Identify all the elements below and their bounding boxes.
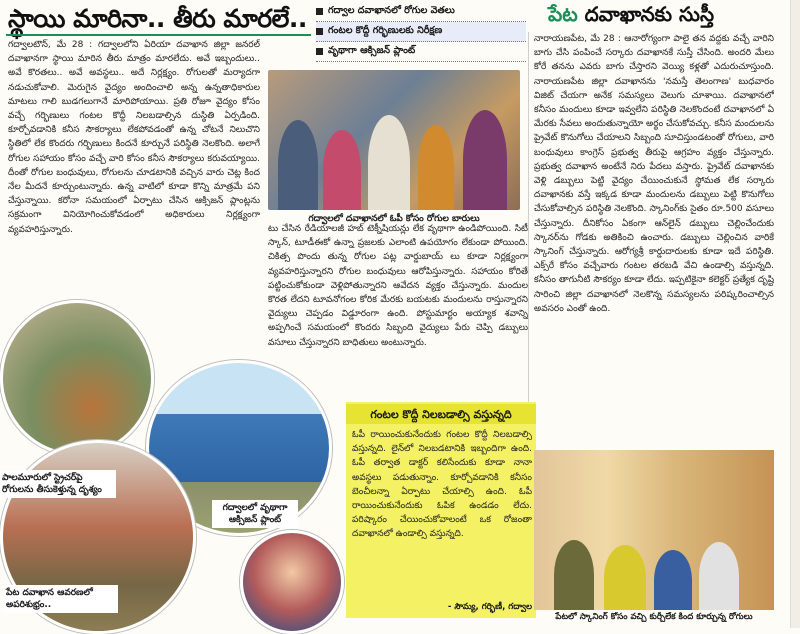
oxygen-photo-caption: గద్వాలలో వృథాగా ఆక్సిజన్ ప్లాంట్: [212, 500, 298, 528]
headline-highlight: పేట: [548, 2, 578, 26]
person-figure: [554, 540, 594, 610]
person-figure: [323, 130, 361, 210]
stretcher-photo-caption: పాలమూరులో స్ట్రెచర్‌పై రోగులను తీసుకెళ్తున్న దృశ్యం: [0, 470, 116, 498]
page-edge: [790, 0, 800, 628]
queue-photo: [268, 70, 520, 210]
right-article-body: నారాయణపేట, మే 28 : ఆనారోగ్యంగా పాలై తన వద్దకు వచ్చే వారిని బాగు చేసి పంపించే సర్కారు దవాఖానకే సుస్తీ చేసింది. అందరి మేలు కోరే తనను ఎవరు బాగు చేస్తారని వెయ్యి కళ్లతో ఎదురుచూస్తుంది. నారాయణపేట జిల్లా దవాఖానను 'నమస్తే తెలంగాణ' బుధవారం విజిట్ చేయగా అనేక సమస్యలు వెలుగు చూశాయి. దవాఖానలో కనీసం మందులు కూడా ఇవ్వలేని పరిస్థితి నెలకొందంటే దవాఖానలో ఏ మేరకు సేవలు అందుతున్నాయో అర్థం చేసుకోవచ్చు. కనీస మందులను ప్రైవేట్ కొనుగోలు చేయాలని సిబ్బంది సూచిస్తుండటంతో రోగులు, వారి బంధువులు కాంగ్రెస్ ప్రభుత్వ తీరుపై ఆగ్రహం వ్యక్తం చేస్తున్నారు. ప్రభుత్వ దవాఖాన అంటేనే నిరు పేదలు వస్తారు. ప్రైవేట్ దవాఖానకు వెళ్లి డబ్బులు పెట్టి వైద్యం చేయించుకునే స్థోమత లేక సర్కారు దవాఖానకు వస్తే ఇక్కడ కూడా మందులను డబ్బులు పెట్టి కొనుగోలు చేసుకోవాల్సిన పరిస్థితి నెలకొంది. స్కానింగ్‌కు సైతం రూ.500 వసూలు చేస్తున్నారు. దీనికోసం ఏకంగా ఆన్‌లైన్ డబ్బులు చెల్లించేందుకు స్కానర్‌ను గోడకు అతికించి ఉంచారు. డబ్బులు చెల్లించిన వారికే స్కానింగ్ చేస్తున్నారు. ఆరోగ్యశ్రీ కార్డుదారులకు కూడా ఇదే పరిస్థితి. ఎక్స్‌రే కోసం వచ్చేవారు గంటల తరబడి వేచి ఉండాల్సి వస్తున్నది. కనీసం తాగునీటి సౌకర్యం కూడా లేదు. ఇప్పటికైనా కలెక్టర్ ప్రత్యేక దృష్టి సారించి జిల్లా దవాఖానలో నెలకొన్న సమస్యలను పరిష్కరించాల్సిన అవసరం ఎంతో ఉంది.: [534, 34, 774, 314]
patient-portrait-photo: [240, 530, 344, 634]
person-figure: [604, 545, 646, 610]
waiting-patients-photo: [534, 450, 774, 610]
left-article-headline: స్థాయి మారినా.. తీరు మారలే..: [8, 4, 307, 33]
bullet-square-icon: [316, 28, 323, 35]
person-figure: [368, 115, 410, 210]
queue-photo-caption: గద్వాలలో దవాఖానలో ఓపీ కోసం రోగుల బారులు: [308, 214, 480, 224]
bullet-item: వృథాగా ఆక్సిజన్ ప్లాంట్: [316, 42, 526, 62]
quote-box-title: గంటల కొద్దీ నిలబడాల్సి వస్తున్నది: [370, 408, 512, 421]
person-figure: [654, 550, 692, 610]
headline-rule: [6, 34, 311, 36]
left-article-body: గద్వాలటౌన్, మే 28 : గద్వాలలోని ఏరియా దవాఖాన జిల్లా జనరల్ దవాఖానగా స్థాయి మారిన తీరు మాత్రం మారలేదు. అవే ఇబ్బందులు.. అవే కొరతలు.. అవే అవస్థలు.. అదే నిర్లక్ష్యం. రోగులతో మర్యాదగా నడుచుకోవాలి. మెరుగైన వైద్యం అందించాలి అన్న ఉన్నతాధికారుల మాటలు గాలి బుడగలుగానే మారిపోయాయి. ప్రతి రోజూ వైద్యం కోసం వచ్చే గర్భిణులు గంటల కొద్దీ నిలబడాల్సిన దుస్థితి ఏర్పడింది. కూర్చోవడానికి కనీస సౌకర్యాలు లేకపోవడంతో ఉన్న చోటనే నిలుచొని స్థితిలో లేక కొందరు గర్భిణులు కిందనే కూర్చునే పరిస్థితి నెలకొంది. అలాగే రోగుల సహాయం కోసం వచ్చే వారి కోసం కనీస సౌకర్యాలు కరువయ్యాయి. దీంతో రోగుల బంధువులు, రోగులను చూడటానికి వచ్చిన వారు చెట్ల కింద నేల మీదనే కూర్చుంటున్నారు. ఉన్న వాటిలో కూడా కొన్ని మాత్రమే పని చేస్తున్నాయి. కరోనా సమయంలో ఏర్పాటు చేసిన ఆక్సిజన్ ప్లాంట్లను సక్రమంగా వినియోగించుకోవడంలో అధికారులు నిర్లక్ష్యంగా వ్యవహరిస్తున్నారు.: [8, 40, 260, 235]
quote-box-body: ఓపీ రాయించుకునేందుకు గంటల కొద్దీ నిలబడాల్సి వస్తున్నది. లైన్‌లో నిలబడటానికి ఇబ్బందిగా ఉంది. ఓపీ తర్వాత డాక్టర్ కలిసేందుకు కూడా నానా అవస్థలు పడుతున్నాం. కూర్చోవడానికి కనీసం బెంచీలన్నా ఏర్పాటు చేయాల్సి ఉంది. ఓపీ రాయించుకునేందుకు ఓపిక ఉండడం లేదు. పరిష్కారం చేయించుకోవాలంటే ఒక రోజంతా దవాఖానలో ఉండాల్సి వస్తున్నది.: [352, 430, 532, 540]
headline-rest: దవాఖానకు సుస్తీ: [577, 2, 714, 26]
bullet-item: గంటల కొద్దీ గర్భిణులకు నిరీక్షణ: [316, 22, 526, 42]
person-figure: [699, 542, 739, 610]
bullet-square-icon: [316, 8, 323, 15]
person-figure: [418, 125, 454, 210]
waiting-photo-caption: పేటలో స్కానింగ్ కోసం వచ్చి కుర్చీలేక కింద కూర్చున్న రోగులు: [555, 612, 753, 622]
right-article-headline: [548, 2, 714, 31]
person-figure: [278, 120, 318, 210]
premises-photo-caption: పేట దవాఖాన ఆవరణలో అపరిశుభ్రం..: [4, 585, 118, 613]
bullet-item: గద్వాల దవాఖానలో రోగుల వెతలు: [316, 2, 526, 22]
highlight-bullets: [316, 2, 526, 62]
middle-article-body: టు చేసిన రేడియాలజీ హబ్ టెక్నీషియన్లు లేక వృథాగా ఉండిపోయింది. సిటీ స్కాన్, టూడీఈకో ఉన్నా ప్రజలకు ఎలాంటి ఉపయోగం లేకుండా పోయింది. చికిత్స పొందు తున్న రోగుల పట్ల వార్డుబాయ్ లు కూడా నిర్లక్ష్యంగా వ్యవహరిస్తున్నారని రోగుల బంధువులు ఆరోపిస్తున్నారు. సహాయం కోరితే పట్టించుకోకుండా వెళ్లిపోతున్నారని ఆవేదన వ్యక్తం చేస్తున్నారు. మందుల కొరత లేదని టూవనోగంల కోరిక మేరకు బయటకు మందులను రాస్తున్నారని వైద్యులు చెప్పడం విడ్డూరంగా ఉంది. పోస్టుమార్టం అయ్యాక శవాన్ని అప్పగించే సమయంలో కొందరు సిబ్బంది వైద్యులు పేరు చెప్పి డబ్బులు వసూలు చేస్తున్నారని బాధితులు అంటున్నారు.: [268, 224, 528, 348]
bullet-square-icon: [316, 48, 323, 55]
person-figure: [463, 110, 507, 210]
quote-byline: - సౌమ్య, గర్భిణీ, గద్వాల: [447, 602, 532, 612]
column-divider: [528, 32, 529, 452]
stretcher-photo: [0, 300, 154, 456]
